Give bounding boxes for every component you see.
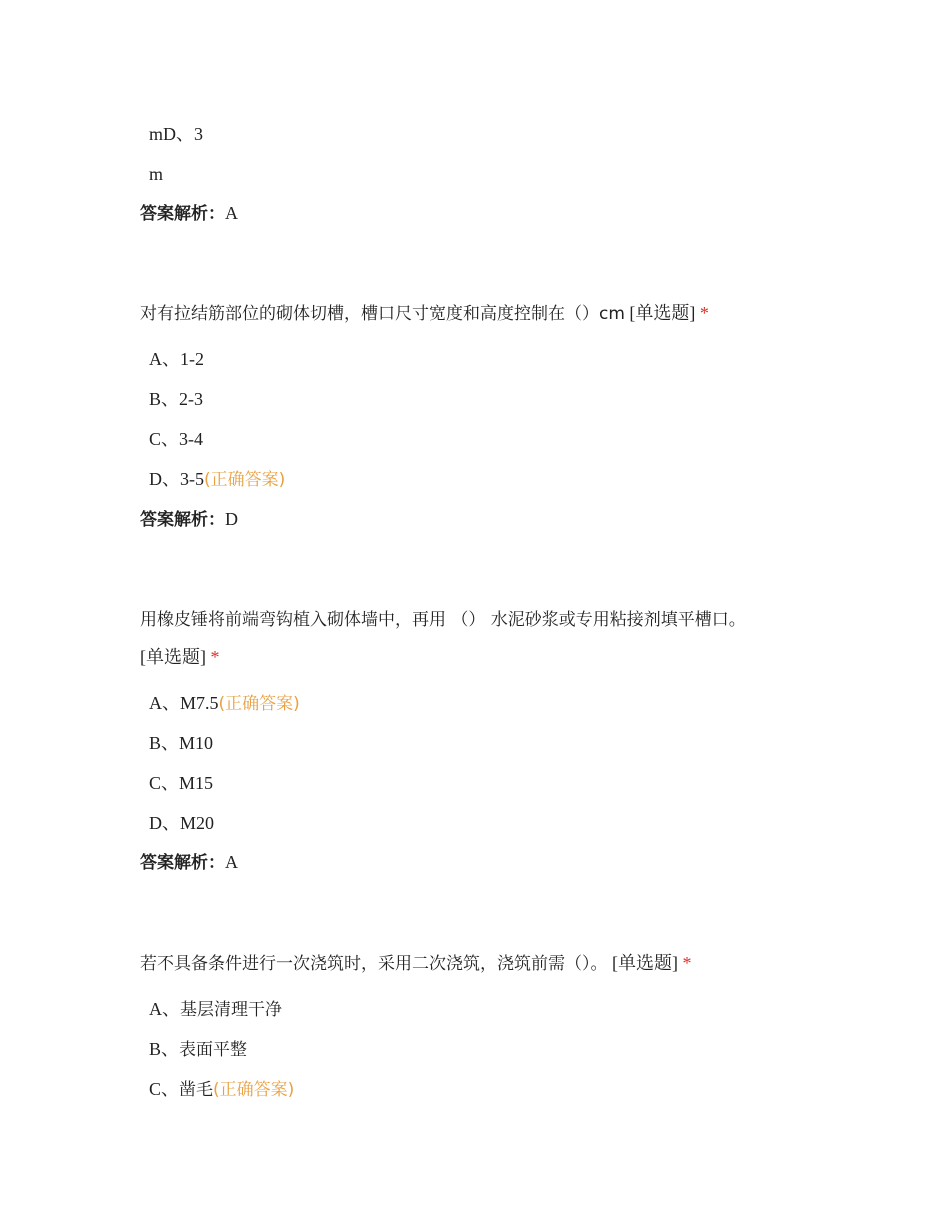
option-prefix: C、	[149, 1079, 180, 1099]
option-text: mD、3	[149, 124, 203, 144]
correct-answer-mark: (正确答案)	[213, 1080, 295, 1100]
answer-label: 答案解析：	[140, 853, 225, 873]
option-value: 基层清理干净	[180, 1000, 282, 1020]
option-value: M10	[179, 733, 214, 753]
option-value: M20	[180, 813, 215, 833]
answer-analysis	[140, 201, 238, 226]
option-c	[149, 1077, 294, 1102]
required-mark: *	[695, 303, 709, 323]
option-value: 表面平整	[179, 1040, 248, 1060]
option-prefix: A、	[149, 693, 180, 713]
option-prefix: D、	[149, 469, 180, 489]
answer-analysis	[140, 850, 238, 875]
question-type: [单选题]	[624, 303, 696, 323]
option-value: M15	[179, 773, 214, 793]
answer-label: 答案解析：	[140, 510, 225, 530]
option-prefix: C、	[149, 429, 180, 449]
option-prefix: D、	[149, 813, 180, 833]
question-title	[140, 301, 709, 326]
option-prefix: B、	[149, 389, 180, 409]
option-prefix: C、	[149, 773, 180, 793]
required-mark: *	[678, 953, 692, 973]
correct-answer-mark: (正确答案)	[204, 470, 286, 490]
option-prefix: B、	[149, 733, 180, 753]
option-a	[149, 347, 204, 371]
option-d	[149, 811, 214, 835]
option-a	[149, 691, 300, 716]
option-value: 3-4	[179, 429, 204, 449]
correct-answer-mark: (正确答案)	[218, 694, 300, 714]
option-d	[149, 467, 285, 492]
option-b	[149, 387, 203, 411]
question-text: 用橡皮锤将前端弯钩植入砌体墙中，再用 （） 水泥砂浆或专用粘接剂填平槽口。	[140, 610, 746, 630]
answer-value: D	[225, 509, 238, 529]
option-prefix: A、	[149, 999, 180, 1019]
question-type: [单选题]	[607, 953, 678, 973]
required-mark: *	[206, 647, 220, 667]
option-prefix: B、	[149, 1039, 180, 1059]
option-text-continuation: m	[149, 164, 164, 184]
option-value: 3-5	[180, 469, 204, 489]
question-type: [单选题]	[140, 647, 206, 667]
answer-analysis	[140, 507, 238, 532]
option-value: M7.5	[180, 693, 219, 713]
answer-value: A	[225, 852, 238, 872]
option-value: 1-2	[180, 349, 204, 369]
question-text: 若不具备条件进行一次浇筑时，采用二次浇筑，浇筑前需（）。	[140, 954, 608, 974]
option-value: 凿毛	[179, 1080, 214, 1100]
answer-value: A	[225, 203, 238, 223]
option-c	[149, 771, 213, 795]
question-title	[140, 607, 746, 632]
question-text: 对有拉结筋部位的砌体切槽，槽口尺寸宽度和高度控制在（）cm	[140, 304, 625, 324]
question-title-continuation	[140, 645, 220, 669]
answer-label: 答案解析：	[140, 204, 225, 224]
option-b	[149, 731, 213, 755]
question-title	[140, 951, 692, 976]
option-a	[149, 997, 282, 1022]
option-prefix: A、	[149, 349, 180, 369]
option-b	[149, 1037, 247, 1062]
option-value: 2-3	[179, 389, 204, 409]
option-c	[149, 427, 203, 451]
